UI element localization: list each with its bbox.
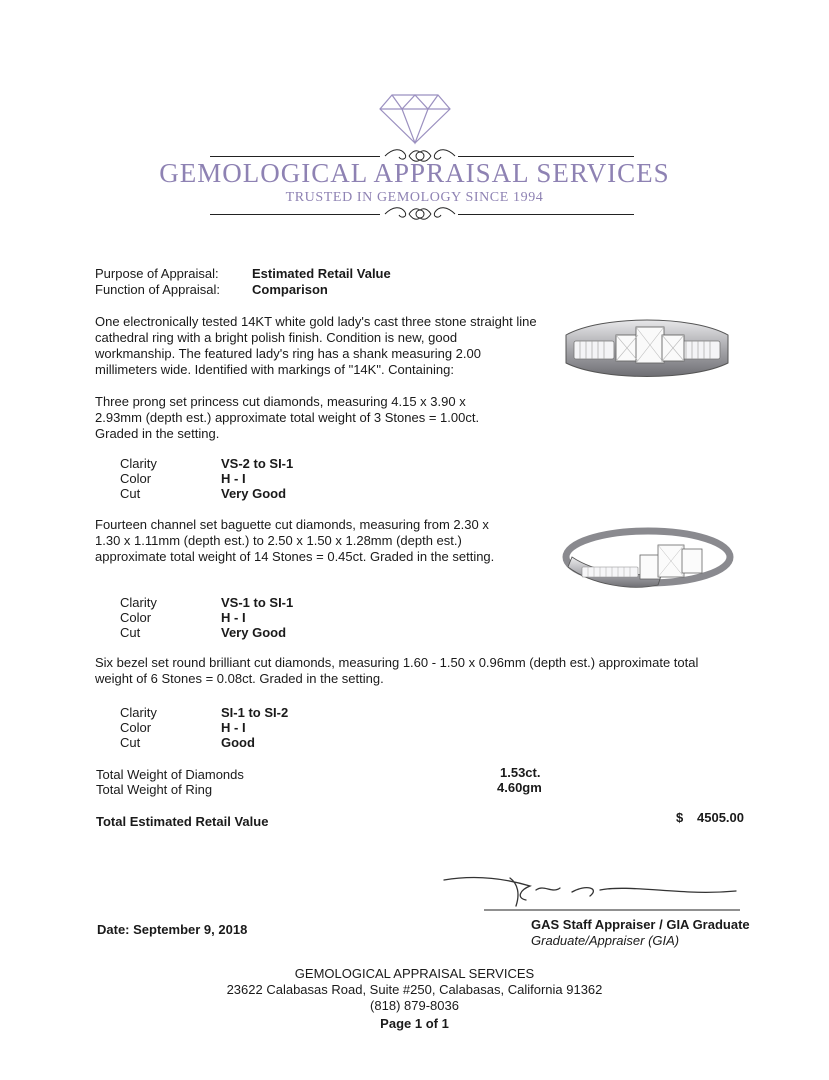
appraiser-signature [440,870,740,914]
total-ring-weight-label: Total Weight of Ring [96,782,213,797]
company-tagline: TRUSTED IN GEMOLOGY SINCE 1994 [285,190,544,205]
total-ring-weight-value: 4.60gm [497,780,542,795]
ring-photo-top [562,305,732,395]
diamond-logo-icon [378,93,452,145]
purpose-label: Purpose of Appraisal: [95,266,219,281]
cut-value: Very Good [221,486,287,501]
total-diamond-weight-value: 1.53ct. [500,765,541,780]
appraisal-date: Date: September 9, 2018 [97,922,248,937]
color-value: H - I [221,471,246,486]
clarity-label: Clarity [120,456,157,471]
princess-diamonds-description: Three prong set princess cut diamonds, measuring 4.15 x 3.90 x 2.93mm (depth est.) approximate total weight of 3 Stones = 1.00ct. Graded in the setting. [95,394,480,441]
flourish-bottom-icon [383,204,457,224]
footer-phone: (818) 879-8036 [370,998,459,1013]
clarity-label: Clarity [120,705,157,720]
color-label: Color [120,720,152,735]
currency-symbol: $ [676,810,684,825]
function-label: Function of Appraisal: [95,282,221,297]
round-diamonds-description: Six bezel set round brilliant cut diamonds, measuring 1.60 - 1.50 x 0.96mm (depth est.) approximate total weight of 6 Stones = 0.08ct. Graded in the setting. [95,655,699,686]
color-value: H - I [221,720,246,735]
header-rule-top-left [210,156,380,157]
clarity-label: Clarity [120,595,157,610]
color-label: Color [120,610,152,625]
header-rule-bottom-right [458,214,634,215]
clarity-value: VS-2 to SI-1 [221,456,294,471]
ring-photo-side [562,515,734,605]
appraiser-title: GAS Staff Appraiser / GIA Graduate [531,917,750,932]
baguette-diamonds-description: Fourteen channel set baguette cut diamonds, measuring from 2.30 x 1.30 x 1.11mm (depth est.) to 2.50 x 1.50 x 1.28mm (depth est.) approximate total weight of 14 Stones = 0.45ct. Graded in the setting. [95,517,495,564]
ring-description: One electronically tested 14KT white gold lady's cast three stone straight line cathedral ring with a bright polish finish. Condition is new, good workmanship. The featured lady's ring has a shank measuring 2.00 millimeters wide. Identified with markings of "14K". Containing: [95,314,537,377]
total-retail-value-label: Total Estimated Retail Value [96,814,269,829]
cut-value: Very Good [221,625,287,640]
footer-company: GEMOLOGICAL APPRAISAL SERVICES [294,966,535,981]
color-value: H - I [221,610,246,625]
page-number: Page 1 of 1 [380,1016,449,1031]
total-retail-value: 4505.00 [697,810,744,825]
clarity-value: SI-1 to SI-2 [221,705,289,720]
appraiser-subtitle: Graduate/Appraiser (GIA) [531,933,680,948]
cut-value: Good [221,735,255,750]
footer-address: 23622 Calabasas Road, Suite #250, Calabasas, California 91362 [226,982,603,997]
function-value: Comparison [252,282,328,297]
header-rule-top-right [458,156,634,157]
cut-label: Cut [120,486,141,501]
color-label: Color [120,471,152,486]
header-rule-bottom-left [210,214,380,215]
cut-label: Cut [120,735,141,750]
purpose-value: Estimated Retail Value [252,266,391,281]
clarity-value: VS-1 to SI-1 [221,595,294,610]
total-diamond-weight-label: Total Weight of Diamonds [96,767,244,782]
company-name-header: GEMOLOGICAL APPRAISAL SERVICES [159,158,670,188]
cut-label: Cut [120,625,141,640]
